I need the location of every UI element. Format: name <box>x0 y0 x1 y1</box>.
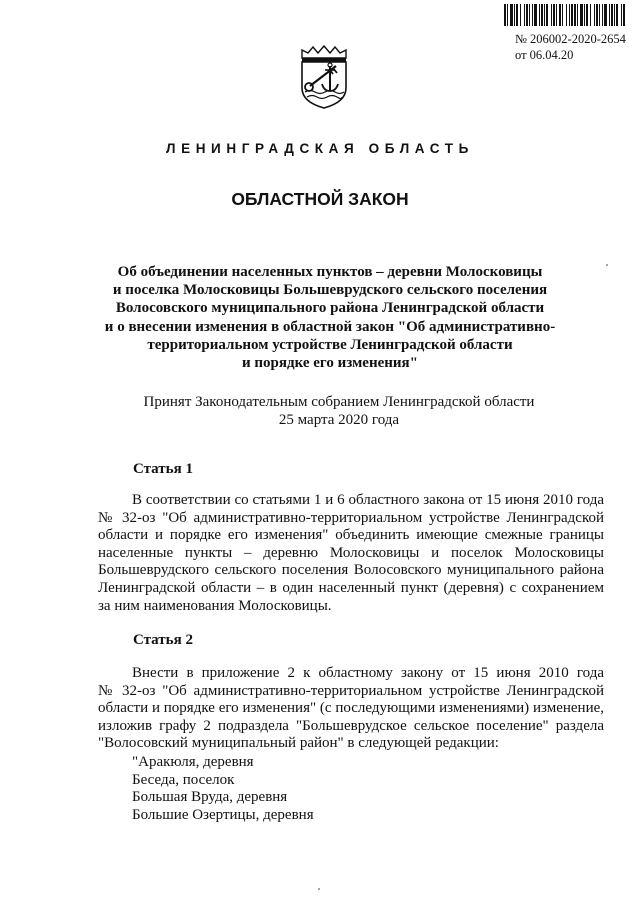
adoption-line: Принят Законодательным собранием Ленинградской области <box>143 394 535 410</box>
paragraph-line: В соответствии со статьями 1 и 6 областного закона от 15 июня 2010 года <box>132 492 604 508</box>
law-title-line: Волосовского муниципального района Ленинградской области <box>115 300 545 317</box>
law-title-line: и поселка Молосковицы Большеврудского сельского поселения <box>112 282 548 299</box>
region-title: ЛЕНИНГРАДСКАЯ ОБЛАСТЬ <box>166 141 474 156</box>
barcode <box>504 4 628 26</box>
list-item: Большая Вруда, деревня <box>132 789 288 806</box>
scan-speck <box>606 264 608 266</box>
paragraph-line: № 32-оз "Об административно-территориальном устройстве Ленинградской <box>98 509 604 526</box>
paragraph-line: "Волосовский муниципальный район" в следующей редакции: <box>98 735 499 752</box>
law-title-line: территориальном устройстве Ленинградской области <box>147 336 513 353</box>
list-item: Большие Озертицы, деревня <box>132 806 314 823</box>
registration-number: № 206002-2020-2654 <box>515 32 626 46</box>
paragraph-line: Большеврудского сельского поселения Волосовского муниципального района <box>98 562 604 579</box>
settlement-list <box>132 754 314 824</box>
paragraph-line: области и порядке его изменения" (с последующими изменениями) изменение, <box>98 700 604 717</box>
article-1-heading: Статья 1 <box>133 461 193 477</box>
adoption-date: 25 марта 2020 года <box>278 412 400 428</box>
paragraph-line: населенные пункты – деревню Молосковицы и поселок Молосковицы <box>98 544 604 561</box>
law-title-line: и о внесении изменения в областной закон "Об административно- <box>104 318 556 335</box>
list-item: Беседа, поселок <box>132 771 235 788</box>
scan-speck <box>318 888 320 890</box>
paragraph-line: за ним наименования Молосковицы. <box>98 597 332 614</box>
paragraph-line: Ленинградской области – в один населенный пункт (деревня) с сохранением <box>98 579 604 596</box>
registration-date: от 06.04.20 <box>515 48 574 62</box>
registration-stamp <box>515 31 626 63</box>
paragraph-line: изложив графу 2 подраздела "Большеврудское сельское поселение" раздела <box>98 717 604 734</box>
law-title-line: и порядке его изменения" <box>242 355 418 372</box>
article-2-heading: Статья 2 <box>133 632 193 648</box>
paragraph-line: № 32-оз "Об административно-территориальном устройстве Ленинградской <box>98 682 604 699</box>
barcode-bar <box>625 4 626 26</box>
law-title <box>0 263 640 372</box>
document-type: ОБЛАСТНОЙ ЗАКОН <box>231 189 409 209</box>
coat-of-arms-icon <box>296 44 352 110</box>
article-2-text <box>98 665 604 753</box>
article-1-text <box>98 492 604 615</box>
list-item: "Аракюля, деревня <box>132 754 254 770</box>
paragraph-line: Внести в приложение 2 к областному закону от 15 июня 2010 года <box>132 665 604 681</box>
law-title-line: Об объединении населенных пунктов – деревни Молосковицы <box>117 264 543 280</box>
paragraph-line: области и порядке его изменения" объединить имеющие смежные границы <box>98 527 604 544</box>
adoption-note <box>0 393 640 429</box>
